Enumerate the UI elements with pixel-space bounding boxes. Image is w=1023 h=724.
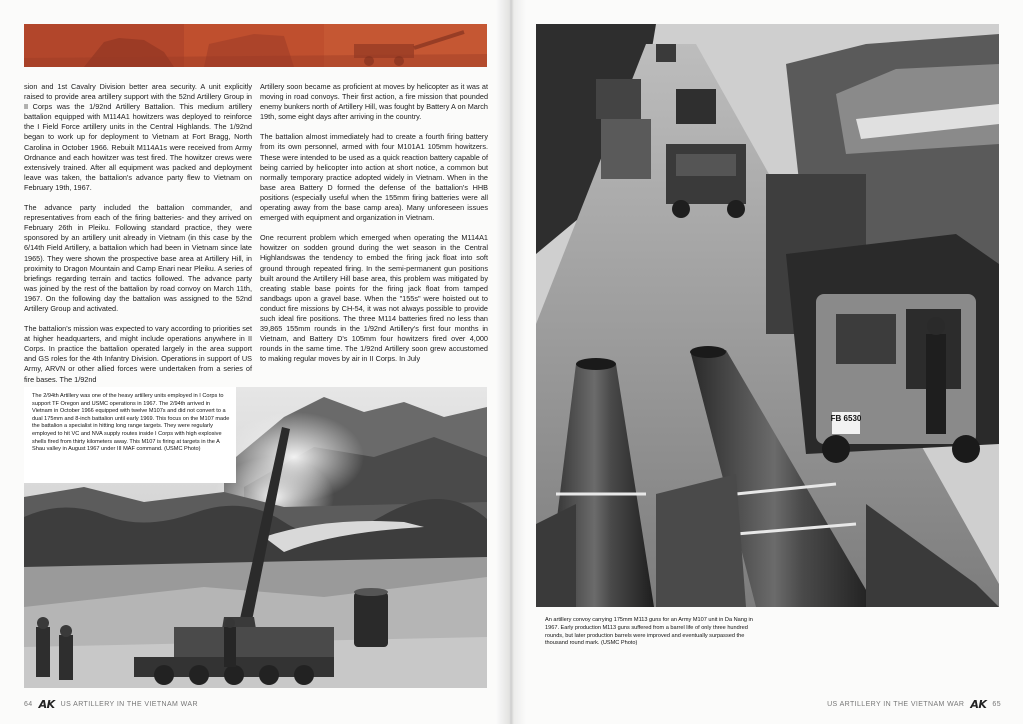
ak-logo: AK: [38, 698, 55, 711]
paragraph: Artillery soon became as proficient at moves by helicopter as it was at moving in road convoys. Their first action, a fire mission that pounded enemy bunkers north of Artillery Hill, was fought by Battery A on March 19th, some eight days after arriving in the country.: [260, 82, 488, 122]
license-plate-text: FB 6530: [830, 414, 862, 423]
banner-photo-graphic: [24, 24, 487, 67]
text-column-1: [24, 82, 252, 395]
running-title: US ARTILLERY IN THE VIETNAM WAR: [827, 701, 965, 708]
page-number: 64: [24, 701, 33, 708]
convoy-photo-caption: An artillery convoy carrying 175mm M113 guns for an Army M107 unit in Da Nang in 1967. Early production M113 guns suffered from a barrel life of only three hundred rounds, but later production barrels were improved and eventually surpassed the thousand round mark. (USMC Photo): [545, 617, 753, 647]
paragraph: One recurrent problem which emerged when operating the M114A1 howitzer on sodden ground during the wet season in the Central Highlandswas the tendency to embed the firing jack float into soft ground through repeated firing. In the semi-permanent gun positions built around the Artillery Hill base area, this problem was mitigated by creating stable base points for the firing jack float from tamped sandbags upon a gravel base. When the "155s" were hoisted out to conduct fire missions by CH-54, it was not always possible to provide such ideal fire positions. The three M114 batteries fired no less than 39,865 155mm rounds in the 1/92nd Artillery's first four months in Vietnam, and Battery D's 105mm four howitzers fired over 4,000 rounds in the same time. The 1/92nd Artillery soon grew accustomed to making regular moves by air in II Corps. In July: [260, 233, 488, 364]
text-column-2: [260, 82, 488, 374]
running-title: US ARTILLERY IN THE VIETNAM WAR: [60, 701, 198, 708]
convoy-photo-graphic: [536, 24, 999, 607]
howitzer-firing-photo: [24, 387, 487, 688]
paragraph: The advance party included the battalion commander, and representatives from each of the firing batteries- and they arrived on February 26th in Pleiku. Following standard practice, they were sponsored by an artillery unit already in Vietnam (in this case by the 6/14th Field Artillery, a battalion which had been in Vietnam since late 1965). They were shown the prospective base area at Artillery Hill, in proximity to Dragon Mountain and Camp Enari near Pleiku. A series of briefings regarding terrain and tactics followed. The advance party was joined by the rest of the battalion by road convoy on March 11th, 1967. On the following day the battalion was assigned to the 52nd Artillery Group and activated.: [24, 203, 252, 313]
paragraph: The battalion almost immediately had to create a fourth firing battery from its own personnel, armed with four M101A1 105mm howitzers. These were intended to be used as a quick reaction battery capable of being carried by helicopter into action at short notice, a common but normally temporary practice adopted widely in Vietnam. When in the base area Battery D formed the defense of the battalion's HHB positions (especially useful when the 155mm firing batteries were all operating away from the base camp area). Many unforeseen issues emerged with equipment and organization in Vietnam.: [260, 132, 488, 223]
left-footer: [24, 698, 198, 711]
paragraph: The battalion's mission was expected to vary according to priorities set at higher headquarters, and might include operations anywhere in II Corps. In practice the battalion operated largely in the area support and GS roles for the 4th Infantry Division. Operations in support of US Army, ARVN or other allied forces were undertaken from a series of fire bases. The 1/92nd: [24, 324, 252, 384]
photo-caption-box: [24, 387, 236, 483]
paragraph: sion and 1st Cavalry Division better area security. A unit explicitly raised to provide area artillery support with the 52nd Artillery Group in II Corps was the 1/92nd Artillery Battalion. This medium artillery battalion equipped with M114A1 howitzers was deployed to reinforce the I Field Force artillery units in the Central Highlands. The 1/92nd began to work up for deployment to Vietnam at Fort Bragg, North Carolina in October 1966. Rebuilt M114A1s were received from Army Ordnance and each howitzer was test fired. The howitzer crews were extensively trained. After all equipment was packed and deployment leave was taken, the battalion's advance party flew to Vietnam on February 19th, 1967.: [24, 82, 252, 192]
left-page: [0, 0, 511, 724]
page-number: 65: [992, 701, 1001, 708]
artillery-convoy-photo: [536, 24, 999, 607]
ak-logo: AK: [970, 698, 987, 711]
header-banner-image: [24, 24, 487, 67]
photo-caption: The 2/94th Artillery was one of the heavy artillery units employed in I Corps to support TF Oregon and USMC operations in 1967. The 2/94th arrived in Vietnam in October 1966 equipped with twelve M107s and did not convert to a dual 175mm and 8-inch battalion until early 1969. This focus on the M107 made the battalion a specialist in hitting long range targets. They were regularly employed to hit VC and NVA supply routes inside I Corps with high explosive shells fired from thirty kilometers away. This M107 is firing at targets in the A Shau valley in August 1967 under III MAF command. (USMC Photo): [32, 393, 230, 453]
right-footer: [827, 698, 1001, 711]
